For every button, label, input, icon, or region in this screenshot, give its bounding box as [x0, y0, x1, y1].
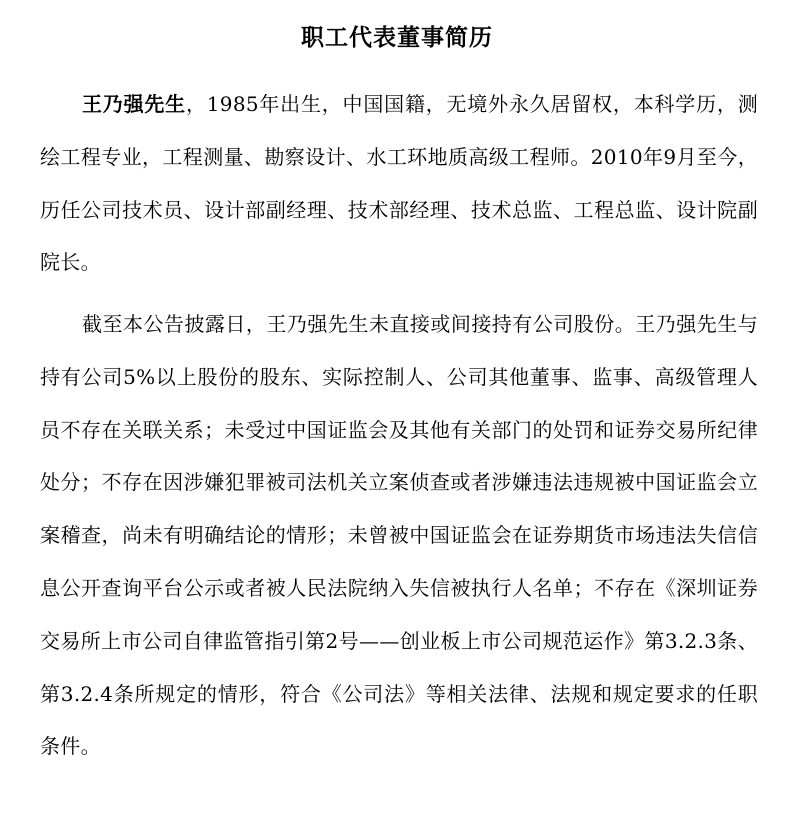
disclosure-paragraph: 截至本公告披露日，王乃强先生未直接或间接持有公司股份。王乃强先生与持有公司5%以上股份的股东、实际控制人、公司其他董事、监事、高级管理人员不存在关联关系；未受过中国证监会及其他有关部门的处罚和证券交易所纪律处分；不存在因涉嫌犯罪被司法机关立案侦查或者涉嫌违法违规被中国证监会立案稽查，尚未有明确结论的情形；未曾被中国证监会在证券期货市场违法失信信息公开查询平台公示或者被人民法院纳入失信被执行人名单；不存在《深圳证券交易所上市公司自律监管指引第2号——创业板上市公司规范运作》第3.2.3条、第3.2.4条所规定的情形，符合《公司法》等相关法律、法规和规定要求的任职条件。 [40, 312, 758, 759]
page-title: 职工代表董事简历 [301, 25, 493, 51]
resume-paragraph [40, 78, 758, 289]
resume-text: ，1985年出生，中国国籍，无境外永久居留权，本科学历，测绘工程专业，工程测量、勘察设计、水工环地质高级工程师。2010年9月至今，历任公司技术员、设计部副经理、技术部经理、技术总监、工程总监、设计院副院长。 [40, 92, 758, 275]
person-name: 王乃强先生 [82, 92, 186, 116]
